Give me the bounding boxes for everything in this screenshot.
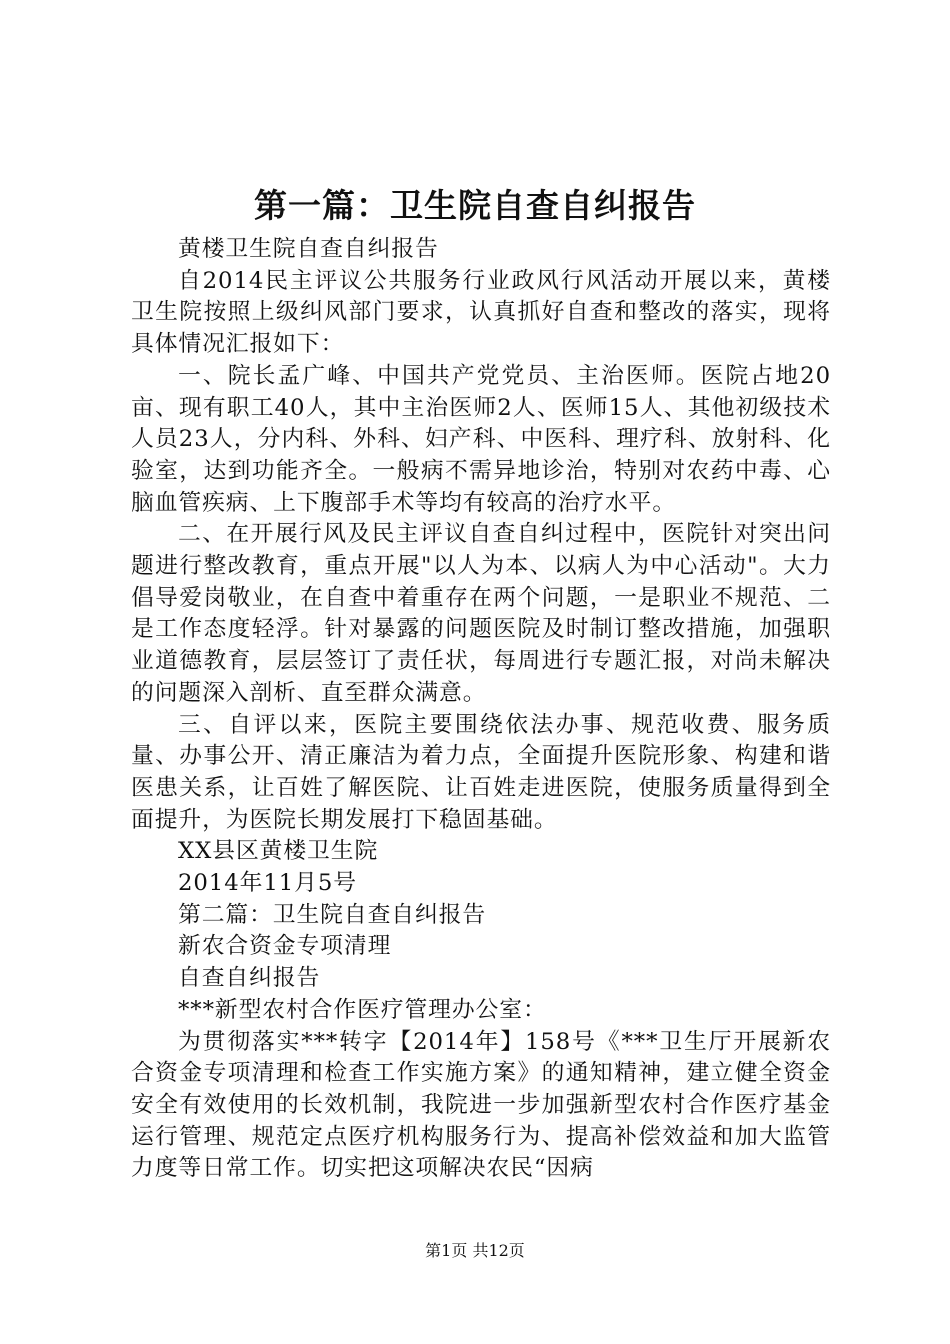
paragraph: 自查自纠报告: [178, 965, 321, 992]
paragraph: 新农合资金专项清理: [178, 933, 392, 960]
paragraph: 一、院长孟广峰、中国共产党党员、主治医师。医院占地20亩、现有职工40人，其中主治医师2人、医师15人、其他初级技术人员23人，分内科、外科、妇产科、中医科、理疗科、放射科、化验室，达到功能齐全。一般病不需异地诊治，特别对农药中毒、心脑血管疾病、上下腹部手术等均有较高的治疗水平。: [131, 362, 831, 516]
paragraph: ***新型农村合作医疗管理办公室：: [178, 996, 547, 1023]
paragraph: 二、在开展行风及民主评议自查自纠过程中，医院针对突出问题进行整改教育，重点开展"以人为本、以病人为中心活动"。大力倡导爱岗敬业，在自查中着重存在两个问题，一是职业不规范、二是工作态度轻浮。针对暴露的问题医院及时制订整改措施，加强职业道德教育，层层签订了责任状，每周进行专题汇报，对尚未解决的问题深入剖析、直至群众满意。: [131, 521, 831, 706]
paragraph: XX县区黄楼卫生院: [178, 838, 379, 865]
page-footer: 第1页 共12页: [425, 1241, 525, 1260]
paragraph: 为贯彻落实***转字【2014年】158号《***卫生厅开展新农合资金专项清理和检查工作实施方案》的通知精神，建立健全资金安全有效使用的长效机制，我院进一步加强新型农村合作医疗基金运行管理、规范定点医疗机构服务行为、提高补偿效益和加大监管力度等日常工作。切实把这项解决农民“因病: [131, 1028, 831, 1182]
paragraph: 第二篇：卫生院自查自纠报告: [178, 901, 487, 928]
document-body: [131, 234, 831, 1185]
paragraph: 2014年11月5号: [178, 870, 357, 897]
paragraph: 自2014民主评议公共服务行业政风行风活动开展以来，黄楼卫生院按照上级纠风部门要求，认真抓好自查和整改的落实，现将具体情况汇报如下：: [131, 267, 831, 358]
paragraph: 黄楼卫生院自查自纠报告: [178, 236, 439, 262]
paragraph: 三、自评以来，医院主要围绕依法办事、规范收费、服务质量、办事公开、清正廉洁为着力点，全面提升医院形象、构建和谐医患关系，让百姓了解医院、让百姓走进医院，使服务质量得到全面提升，为医院长期发展打下稳固基础。: [131, 711, 831, 833]
document-title: 第一篇：卫生院自查自纠报告: [254, 186, 696, 225]
